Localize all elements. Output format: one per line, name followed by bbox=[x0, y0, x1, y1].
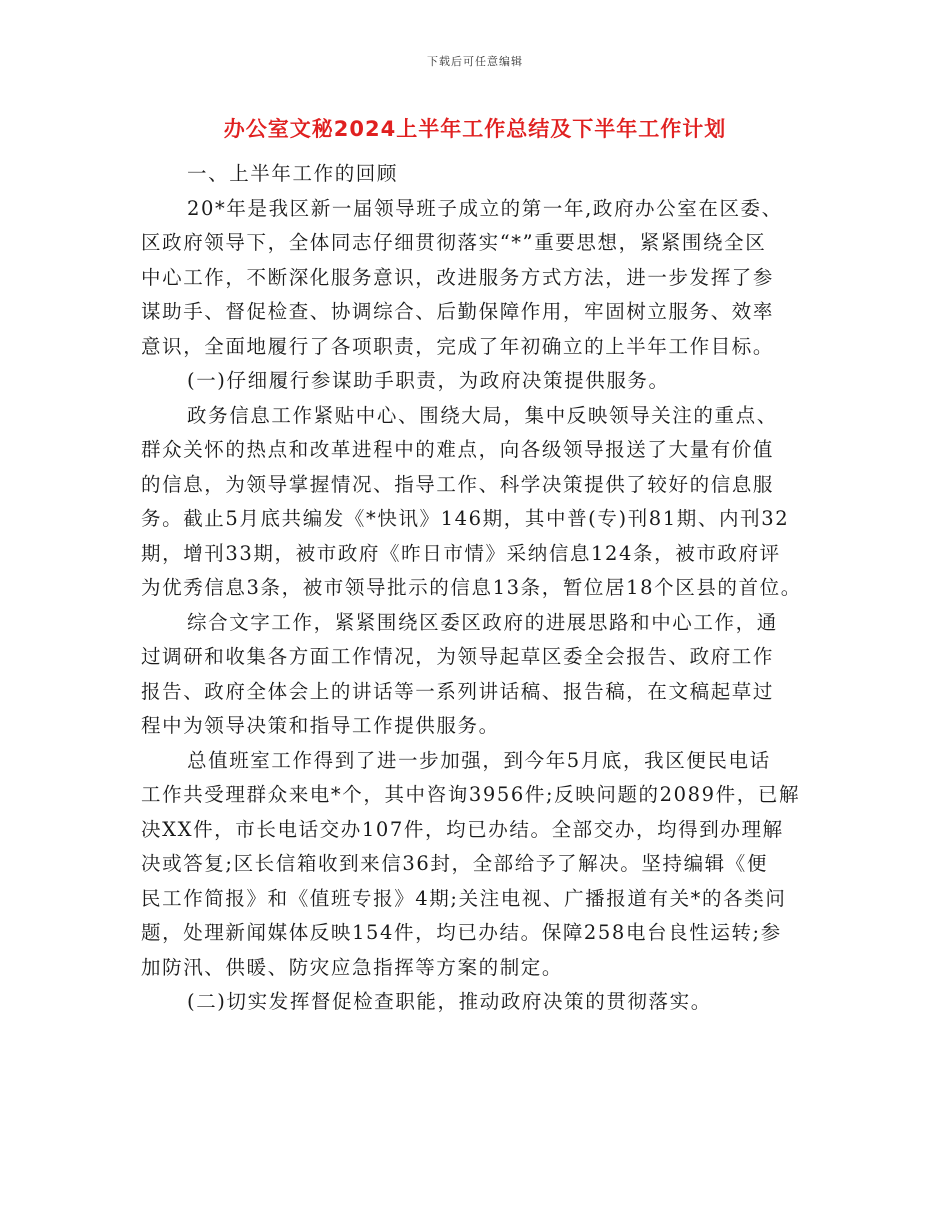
body-line: 综合文字工作，紧紧围绕区委区政府的进展思路和中心工作，通 bbox=[187, 610, 778, 634]
body-line: 过调研和收集各方面工作情况，为领导起草区委全会报告、政府工作 bbox=[141, 645, 775, 668]
document-title: 办公室文秘2024上半年工作总结及下半年工作计划 bbox=[223, 117, 727, 141]
body-line: 政务信息工作紧贴中心、围绕大局，集中反映领导关注的重点、 bbox=[187, 403, 778, 427]
body-line: 一、上半年工作的回顾 bbox=[187, 162, 399, 185]
body-line: 程中为领导决策和指导工作提供服务。 bbox=[141, 714, 500, 737]
body-line: 加防汛、供暖、防灾应急指挥等方案的制定。 bbox=[141, 955, 564, 979]
body-line: (二)切实发挥督促检查职能，推动政府决策的贯彻落实。 bbox=[187, 990, 712, 1013]
body-line: 民工作简报》和《值班专报》4期;关注电视、广播报道有关*的各类问 bbox=[141, 886, 787, 910]
body-line: (一)仔细履行参谋助手职责，为政府决策提供服务。 bbox=[187, 369, 670, 392]
body-line: 中心工作，不断深化服务意识，改进服务方式方法，进一步发挥了参 bbox=[141, 265, 775, 289]
body-line: 期，增刊33期，被市政府《昨日市情》采纳信息124条，被市政府评 bbox=[141, 541, 781, 565]
body-line: 区政府领导下，全体同志仔细贯彻落实“*”重要思想，紧紧围绕全区 bbox=[141, 231, 767, 254]
document-body bbox=[141, 157, 813, 1020]
body-line: 意识，全面地履行了各项职责，完成了年初确立的上半年工作目标。 bbox=[141, 334, 775, 358]
body-line: 题，处理新闻媒体反映154件，均已办结。保障258电台良性运转;参 bbox=[141, 921, 782, 944]
body-line: 务。截止5月底共编发《*快讯》146期，其中普(专)刊81期、内刊32 bbox=[141, 507, 790, 530]
body-line: 决XX件，市长电话交办107件，均已办结。全部交办，均得到办理解 bbox=[141, 817, 784, 841]
body-line: 20*年是我区新一届领导班子成立的第一年,政府办公室在区委、 bbox=[187, 196, 783, 220]
body-line: 报告、政府全体会上的讲话等一系列讲话稿、报告稿，在文稿起草过 bbox=[141, 679, 775, 703]
header-note: 下载后可任意编辑 bbox=[427, 55, 523, 68]
body-line: 的信息，为领导掌握情况、指导工作、科学决策提供了较好的信息服 bbox=[141, 472, 775, 496]
body-line: 工作共受理群众来电*个，其中咨询3956件;反映问题的2089件，已解 bbox=[141, 783, 801, 806]
body-line: 总值班室工作得到了进一步加强，到今年5月底，我区便民电话 bbox=[187, 748, 771, 772]
body-line: 群众关怀的热点和改革进程中的难点，向各级领导报送了大量有价值 bbox=[141, 438, 775, 461]
body-line: 谋助手、督促检查、协调综合、后勤保障作用，牢固树立服务、效率 bbox=[141, 300, 775, 323]
body-line: 为优秀信息3条，被市领导批示的信息13条，暂位居18个区县的首位。 bbox=[141, 576, 802, 599]
body-line: 决或答复;区长信箱收到来信36封，全部给予了解决。坚持编辑《便 bbox=[141, 852, 768, 875]
